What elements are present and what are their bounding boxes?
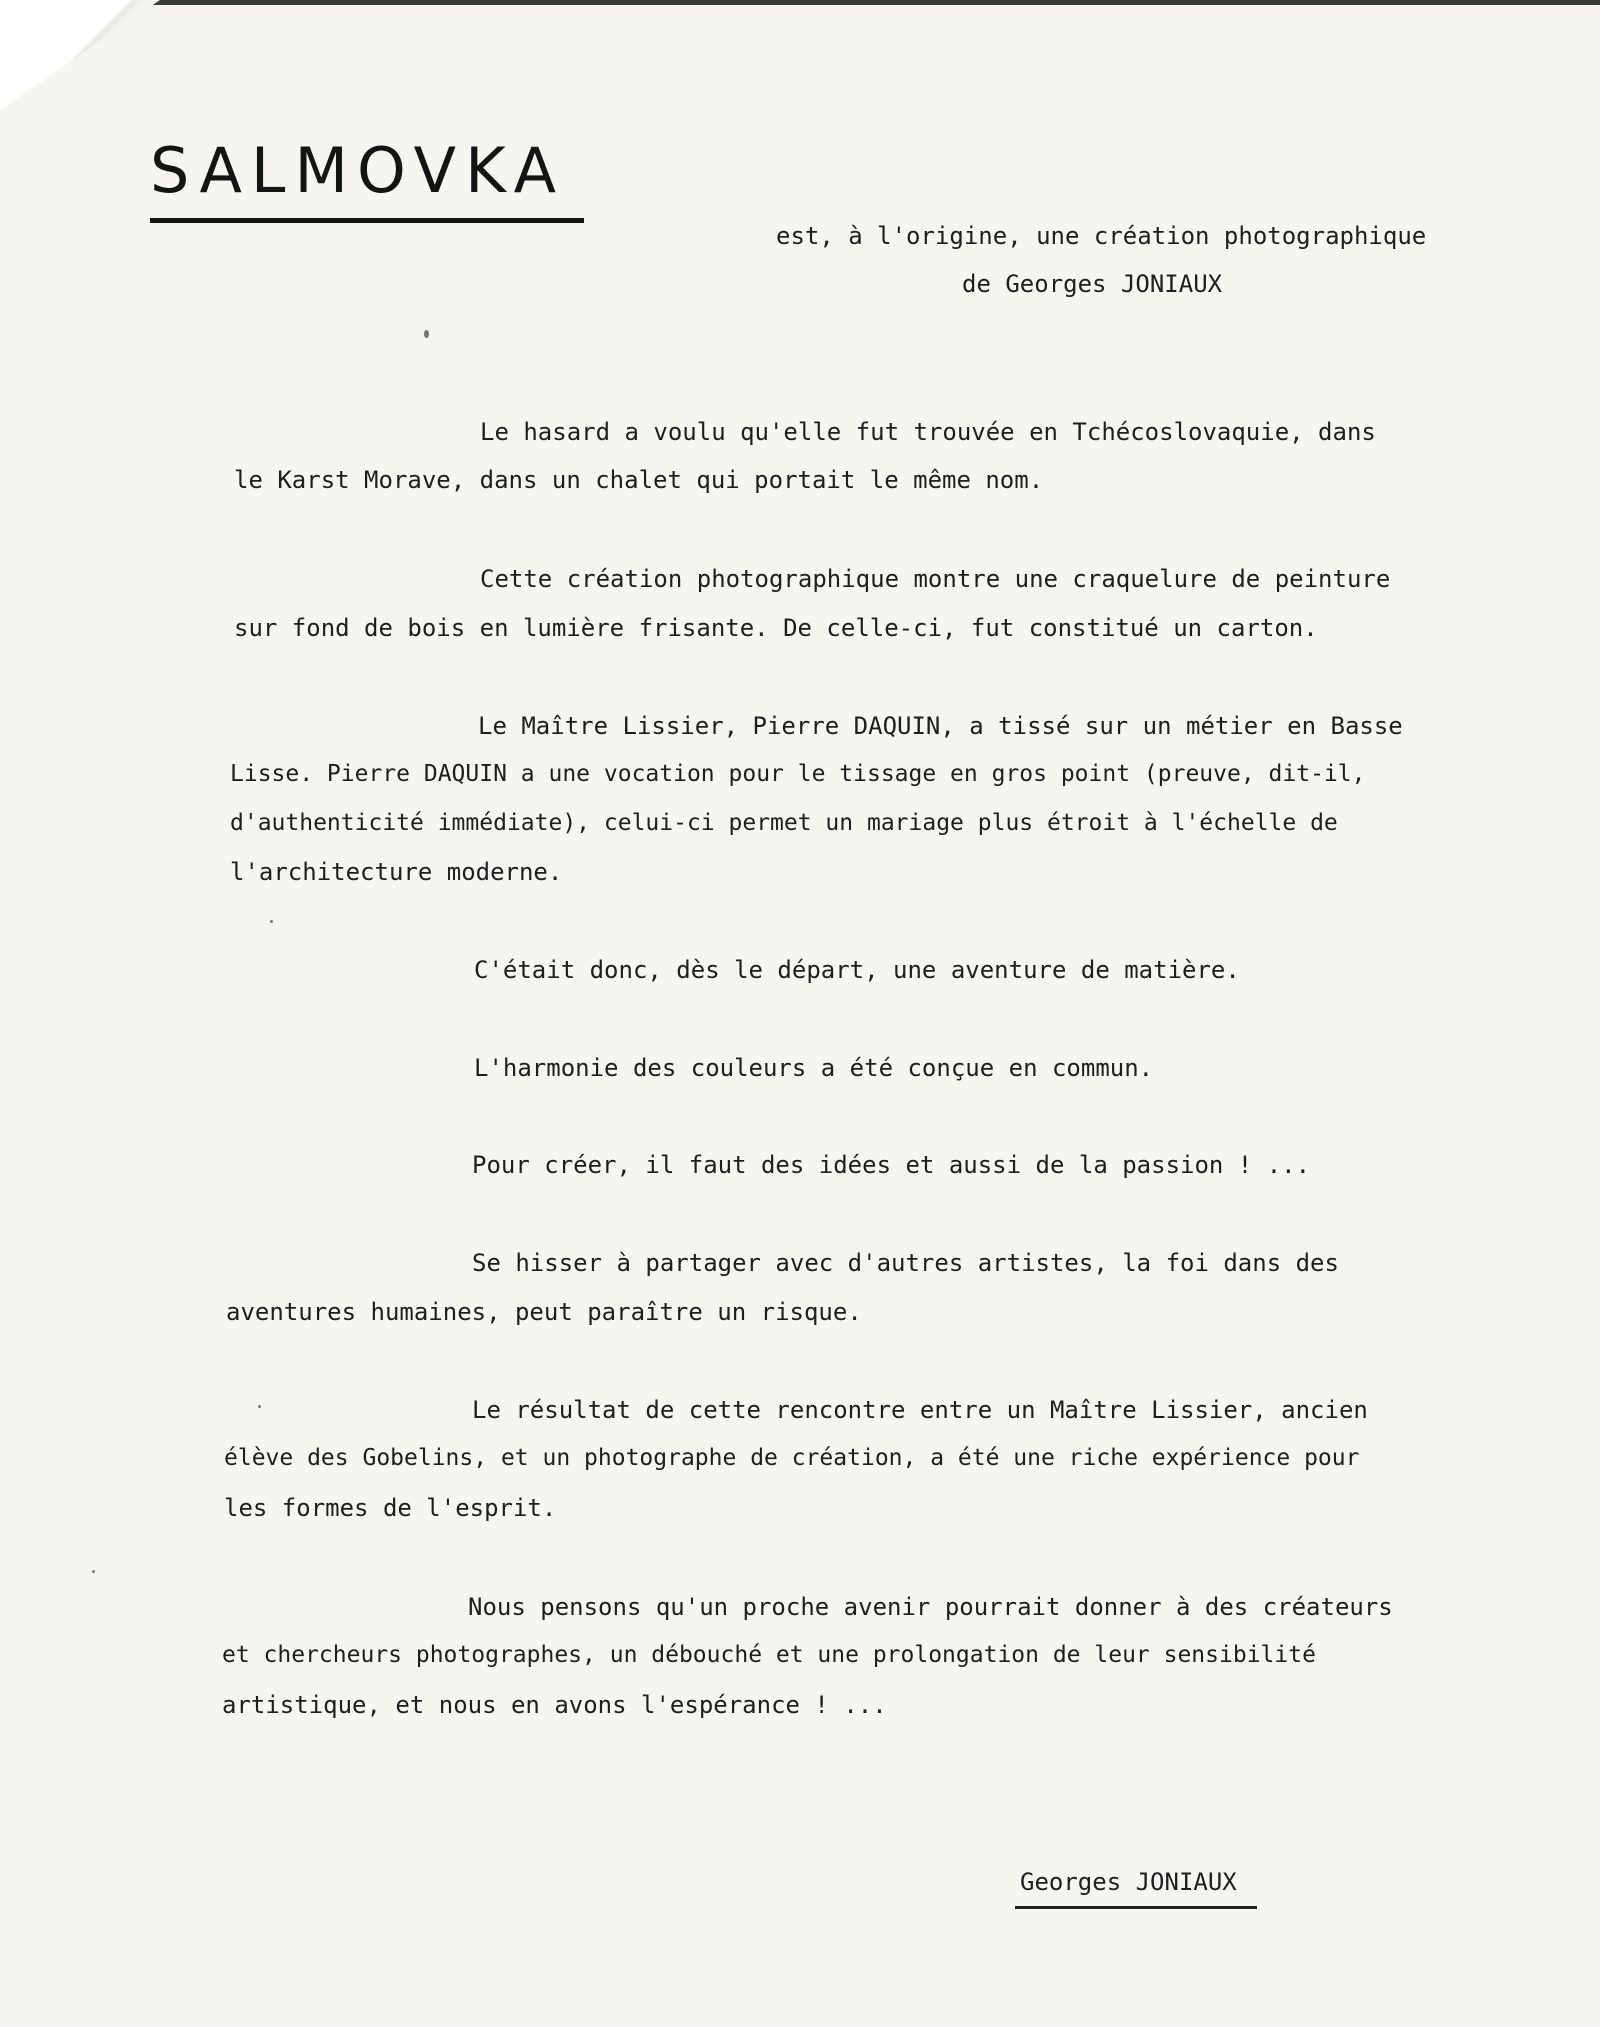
- signature-underline: [1015, 1906, 1257, 1909]
- scan-speck: [92, 1570, 95, 1573]
- paragraph-line: C'était donc, dès le départ, une aventure de matière.: [474, 956, 1240, 984]
- paragraph-line: L'harmonie des couleurs a été conçue en commun.: [474, 1054, 1154, 1082]
- paragraph-line: Le résultat de cette rencontre entre un Maître Lissier, ancien: [472, 1396, 1368, 1424]
- paragraph-line: artistique, et nous en avons l'espérance ! ...: [222, 1691, 887, 1719]
- paragraph-line: Le hasard a voulu qu'elle fut trouvée en Tchécoslovaquie, dans: [480, 418, 1376, 446]
- scan-top-edge: [150, 0, 1600, 5]
- paragraph-line: Nous pensons qu'un proche avenir pourrait donner à des créateurs: [468, 1593, 1393, 1621]
- scan-speck: [270, 920, 273, 923]
- paragraph-line: le Karst Morave, dans un chalet qui portait le même nom.: [234, 466, 1044, 494]
- scan-speck: [424, 330, 429, 338]
- paragraph-line: élève des Gobelins, et un photographe de création, a été une riche expérience pour: [224, 1445, 1360, 1471]
- folded-corner: [0, 0, 160, 110]
- signature: Georges JONIAUX: [1020, 1868, 1237, 1896]
- paragraph-line: Le Maître Lissier, Pierre DAQUIN, a tissé sur un métier en Basse: [478, 712, 1403, 740]
- paragraph-line: sur fond de bois en lumière frisante. De celle-ci, fut constitué un carton.: [234, 614, 1318, 642]
- subtitle-line: de Georges JONIAUX: [962, 270, 1223, 298]
- scan-speck: [258, 1405, 261, 1408]
- paragraph-line: les formes de l'esprit.: [224, 1494, 557, 1522]
- subtitle-line: est, à l'origine, une création photographique: [776, 222, 1427, 250]
- paragraph-line: Cette création photographique montre une craquelure de peinture: [480, 565, 1391, 593]
- paragraph-line: l'architecture moderne.: [230, 858, 563, 886]
- title-underline: [150, 218, 584, 223]
- paragraph-line: Pour créer, il faut des idées et aussi de la passion ! ...: [472, 1151, 1311, 1179]
- document-title: SALMOVKA: [150, 134, 566, 207]
- paragraph-line: aventures humaines, peut paraître un risque.: [226, 1298, 862, 1326]
- paragraph-line: et chercheurs photographes, un débouché et une prolongation de leur sensibilité: [222, 1642, 1316, 1668]
- paragraph-line: d'authenticité immédiate), celui-ci permet un mariage plus étroit à l'échelle de: [230, 810, 1338, 836]
- paragraph-line: Se hisser à partager avec d'autres artistes, la foi dans des: [472, 1249, 1339, 1277]
- paragraph-line: Lisse. Pierre DAQUIN a une vocation pour le tissage en gros point (preuve, dit-il,: [230, 761, 1366, 787]
